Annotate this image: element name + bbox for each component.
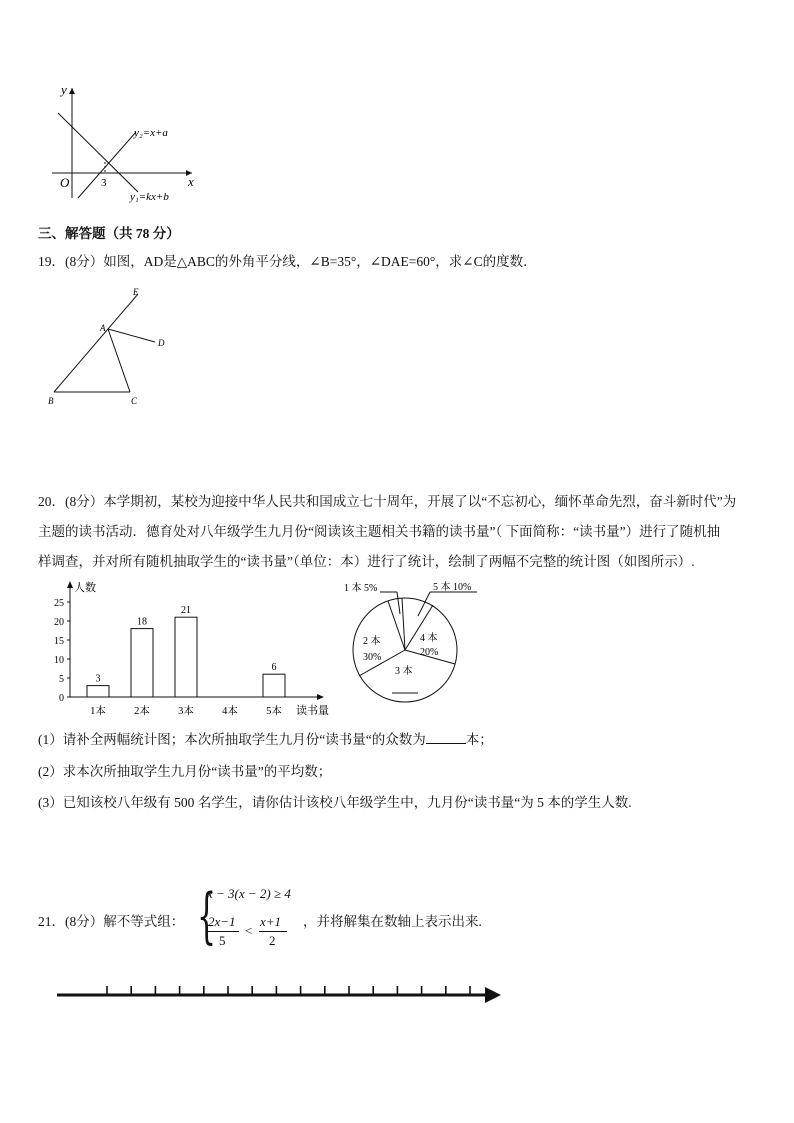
answer-blank[interactable] (426, 731, 466, 744)
bar-category-label: 2本 (134, 706, 150, 717)
bar-y-axis-label: 人数 (74, 582, 96, 594)
origin-label: O (60, 175, 70, 190)
pie-pct-4ben: 20% (420, 647, 439, 658)
x-axis-label: x (188, 174, 194, 189)
q20-line3: 样调查，并对所有随机抽取学生的“读书量”（单位：本）进行了统计，绘制了两幅不完整的统计图（如图所示）. (38, 554, 695, 569)
bar-category-label: 1本 (90, 706, 106, 717)
bar-category-label: 4本 (222, 706, 238, 717)
bar-y-tick-label: 15 (54, 636, 64, 647)
fraction-1-bar (207, 931, 239, 932)
fraction-2-numerator: x+1 (260, 914, 282, 929)
bar-data-label: 6 (271, 662, 277, 674)
label-c: C (131, 396, 138, 406)
q20-line1: 20．(8分）本学期初，某校为迎接中华人民共和国成立七十周年，开展了以“不忘初心，缅怀革命先烈，奋斗新时代”为 (38, 494, 737, 509)
q20-sub1 (38, 728, 493, 748)
y-axis-arrow (69, 88, 75, 94)
line-y1-label: y₁=kx+b (130, 191, 169, 203)
bar (175, 617, 197, 697)
q21-suffix: ，并将解集在数轴上表示出来. (303, 914, 482, 929)
fraction-2-bar (259, 931, 287, 932)
line-y1 (58, 113, 138, 192)
q20-sub1-text: (1）请补全两幅统计图；本次所抽取学生九月份“读书量“的众数为 (38, 732, 426, 747)
pie-label-3ben: 3 本 (395, 666, 413, 677)
y-axis-label: y (61, 82, 67, 97)
tick-3-label: 3 (101, 177, 107, 189)
fraction-1-numerator: 2x−1 (208, 914, 236, 929)
triangle-figure (40, 282, 190, 412)
number-line (55, 978, 505, 1008)
pie-label-1ben: 1 本 5% (344, 583, 378, 594)
bar-y-tick-label: 5 (59, 674, 64, 685)
q20-sub2: (2）求本次所抽取学生九月份“读书量”的平均数； (38, 764, 332, 779)
pie-pct-2ben: 30% (363, 652, 382, 663)
bar-chart (30, 575, 330, 723)
bar-data-label: 18 (137, 616, 147, 628)
pie-label-5ben: 5 本 10% (433, 582, 472, 593)
bar (87, 686, 109, 697)
bar-category-label: 3本 (178, 706, 194, 717)
bar (131, 629, 153, 697)
pie-label-2ben: 2 本 (363, 636, 381, 647)
bar-data-label: 21 (181, 605, 191, 617)
pie-label-4ben: 4 本 (420, 633, 438, 644)
callout-1ben (397, 592, 400, 614)
bar-category-label: 5本 (266, 706, 282, 717)
bar-x-axis-arrow (317, 694, 324, 700)
bar-y-tick-label: 0 (59, 693, 64, 704)
label-a: A (100, 323, 106, 333)
segment-a-c (108, 329, 130, 392)
bar-y-tick-label: 10 (54, 655, 64, 666)
system-brace: { (197, 881, 217, 951)
section-heading: 三、解答题（共 78 分） (38, 226, 180, 241)
q20-sub3: (3）已知该校八年级有 500 名学生，请你估计该校八年级学生中，九月份“读书量“为 5 本的学生人数. (38, 795, 632, 810)
linear-functions-graph (40, 80, 210, 210)
line-y2-label: y₂=x+a (134, 127, 168, 139)
q20-sub1-unit: 本； (465, 732, 493, 747)
bar (263, 674, 285, 697)
segment-a-d (108, 329, 155, 342)
less-than-sign: < (245, 923, 253, 938)
q21-prefix: 21．(8分）解不等式组： (38, 914, 185, 929)
inequality-system (197, 881, 307, 954)
bar-y-tick-label: 25 (54, 598, 64, 609)
bar-data-label: 3 (95, 673, 101, 685)
label-e: E (133, 287, 139, 297)
inequality-1: x − 3(x − 2) ≥ 4 (207, 886, 291, 901)
q20-line2: 主题的读书活动．德育处对八年级学生九月份“阅读该主题相关书籍的读书量”（ 下面简称：“读书量”）进行了随机抽 (38, 524, 721, 539)
q19-text: 19．(8分）如图，AD是△ABC的外角平分线，∠B=35°，∠DAE=60°，求∠C的度数． (38, 254, 537, 269)
bar-y-axis-arrow (67, 581, 73, 588)
number-line-arrow (485, 987, 501, 1003)
fraction-2-denominator: 2 (269, 933, 276, 948)
segment-b-e (54, 294, 138, 392)
bar-x-axis-label: 读书量 (296, 705, 329, 717)
fraction-1-denominator: 5 (219, 933, 226, 948)
bar-y-tick-label: 20 (54, 617, 64, 628)
label-d: D (158, 338, 165, 348)
label-b: B (48, 396, 54, 406)
pie-chart (335, 578, 505, 708)
